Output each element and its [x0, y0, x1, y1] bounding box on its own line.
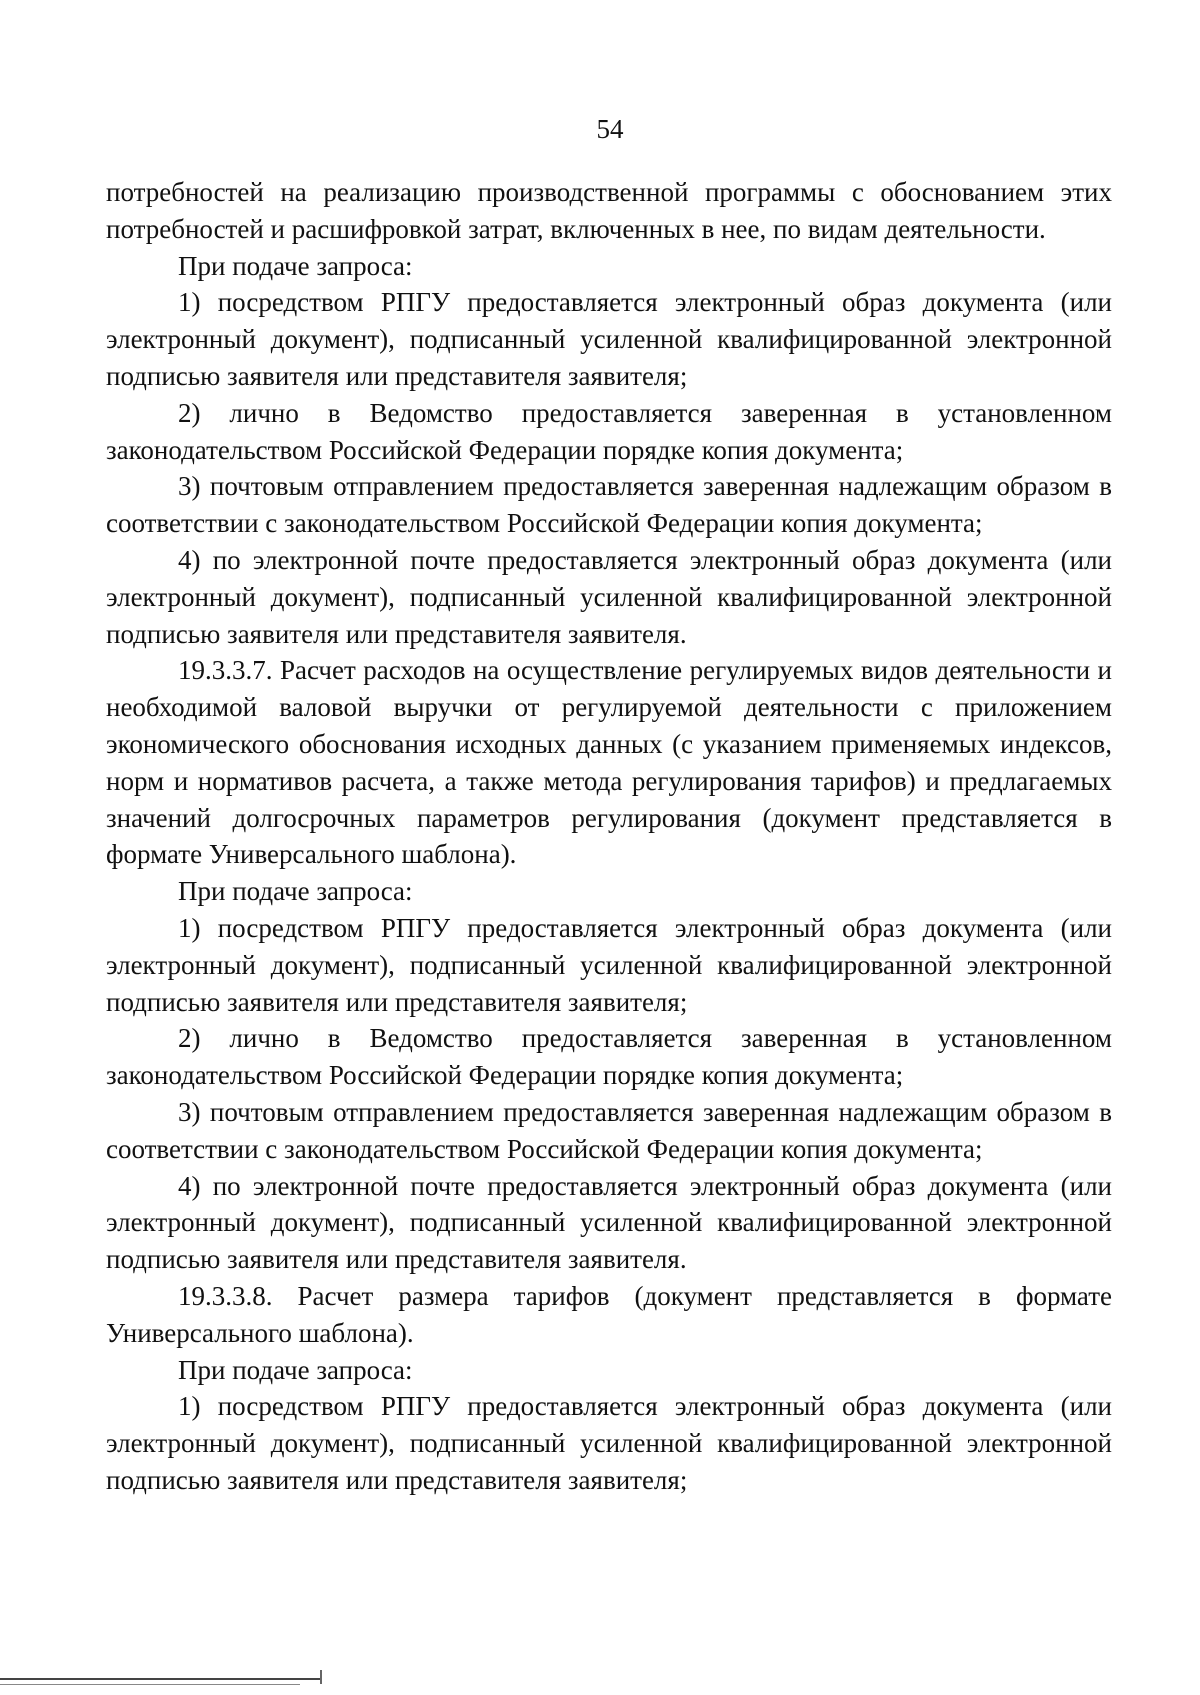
paragraph-section-19-3-3-7: 19.3.3.7. Расчет расходов на осуществление регулируемых видов деятельности и необходимой валовой выручки от регулируемой деятельности с приложением экономического обоснования исходных данных (с указанием применяемых индексов, норм и нормативов расчета, а также метода регулирования тарифов) и предлагаемых значений долгосрочных параметров регулирования (документ представляется в формате Универсального шаблона).	[106, 655, 1112, 870]
scan-edge-mark	[320, 1670, 322, 1684]
page-number: 54	[596, 114, 624, 144]
paragraph-request-heading: При подаче запроса:	[178, 1354, 413, 1385]
paragraph-request-heading: При подаче запроса:	[178, 876, 413, 907]
scan-edge-line	[0, 1678, 320, 1680]
paragraph-item-in-person: 2) лично в Ведомство предоставляется заверенная в установленном законодательством Российской Федерации порядке копия документа;	[106, 1023, 1112, 1091]
paragraph-item-email: 4) по электронной почте предоставляется электронный образ документа (или электронный документ), подписанный усиленной квалифицированной электронной подписью заявителя или представителя заявителя.	[106, 1170, 1112, 1275]
paragraph-item-in-person: 2) лично в Ведомство предоставляется заверенная в установленном законодательством Российской Федерации порядке копия документа;	[106, 397, 1112, 465]
paragraph-section-19-3-3-8: 19.3.3.8. Расчет размера тарифов (документ представляется в формате Универсального шаблона).	[106, 1280, 1112, 1348]
document-body	[106, 174, 1112, 1499]
paragraph-continuation: потребностей на реализацию производственной программы с обоснованием этих потребностей и расшифровкой затрат, включенных в нее, по видам деятельности.	[106, 177, 1112, 244]
paragraph-request-heading: При подаче запроса:	[178, 250, 413, 281]
paragraph-item-rpgu: 1) посредством РПГУ предоставляется электронный образ документа (или электронный документ), подписанный усиленной квалифицированной электронной подписью заявителя или представителя заявителя;	[106, 1391, 1112, 1495]
paragraph-item-postal: 3) почтовым отправлением предоставляется заверенная надлежащим образом в соответствии с законодательством Российской Федерации копия документа;	[106, 1096, 1112, 1164]
paragraph-item-email: 4) по электронной почте предоставляется электронный образ документа (или электронный документ), подписанный усиленной квалифицированной электронной подписью заявителя или представителя заявителя.	[106, 544, 1112, 649]
paragraph-item-rpgu: 1) посредством РПГУ предоставляется электронный образ документа (или электронный документ), подписанный усиленной квалифицированной электронной подписью заявителя или представителя заявителя;	[106, 912, 1112, 1017]
paragraph-item-rpgu: 1) посредством РПГУ предоставляется электронный образ документа (или электронный документ), подписанный усиленной квалифицированной электронной подписью заявителя или представителя заявителя;	[106, 287, 1112, 391]
scan-edge-line	[0, 1684, 300, 1685]
paragraph-item-postal: 3) почтовым отправлением предоставляется заверенная надлежащим образом в соответствии с законодательством Российской Федерации копия документа;	[106, 471, 1112, 539]
